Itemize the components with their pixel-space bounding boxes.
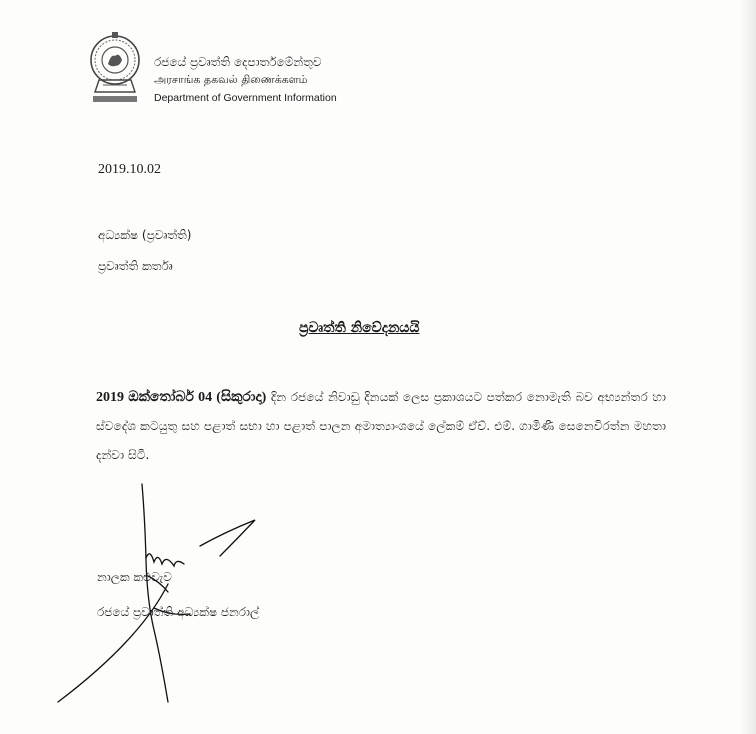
letterhead-english: Department of Government Information xyxy=(154,92,337,104)
recipient-line-2: ප්‍රවෘත්ති කර්තෘ xyxy=(98,259,173,273)
page-edge-shadow xyxy=(740,0,756,734)
recipient-line-1: අධ්‍යක්ෂ (ප්‍රවෘත්ති) xyxy=(98,228,192,242)
handwritten-signature xyxy=(50,480,280,710)
letter-date: 2019.10.02 xyxy=(98,162,161,177)
letter-title: ප්‍රවෘත්ති නිවේදනයයි xyxy=(299,320,420,336)
signatory-name: නාලක කළුවැව xyxy=(97,570,172,584)
letterhead xyxy=(154,53,337,107)
letter-body xyxy=(96,383,666,470)
body-text: දින රජයේ නිවාඩු දිනයක් ලෙස ප්‍රකාශයට පත්කර නොමැති බව අභ්‍යන්තර හා ස්වදේශ කටයුතු සහ පළාත් සභා හා පළාත් පාලන අමාත්‍යාංශයේ ලේකම් ඒච්. එම්. ගාමිණී සෙනෙවිරත්න මහතා දන්වා සිටී. xyxy=(96,390,666,462)
body-lead: 2019 ඔක්තෝබර් 04 (සිකුරාදා) xyxy=(96,390,267,405)
letterhead-sinhala: රජයේ ප්‍රවෘත්ති දෙපාර්තමේන්තුව xyxy=(154,55,322,69)
letterhead-tamil: அரசாங்க தகவல் திணைக்களம் xyxy=(154,73,308,86)
signatory-title: රජයේ ප්‍රවෘත්ති අධ්‍යක්ෂ ජනරාල් xyxy=(97,605,260,619)
sri-lanka-emblem-icon xyxy=(89,30,141,106)
